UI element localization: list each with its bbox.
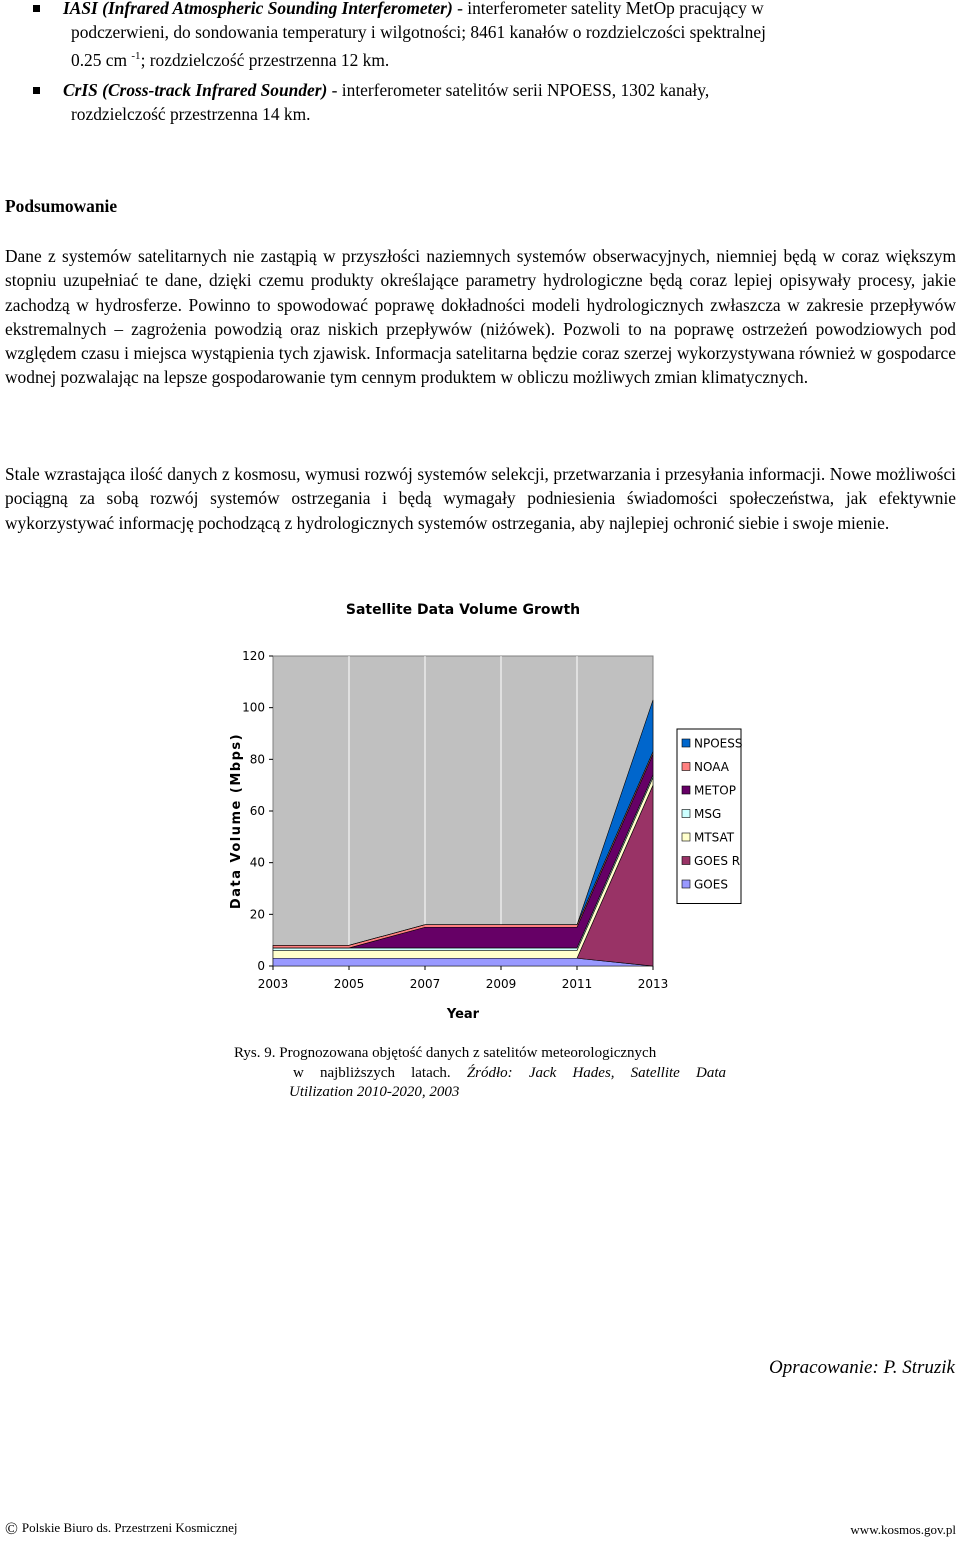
legend-label: NPOESS (694, 736, 743, 751)
footer-url[interactable]: www.kosmos.gov.pl (850, 1522, 956, 1537)
x-tick-label: 2007 (409, 977, 441, 991)
legend-swatch (682, 786, 690, 794)
y-tick-label: 120 (242, 649, 265, 663)
bullet-text: - interferometer satelity MetOp pracujący w (452, 0, 764, 18)
x-tick-label: 2011 (561, 977, 593, 991)
section-title: Podsumowanie (5, 196, 118, 216)
bullet-iasi (0, 0, 960, 72)
figure-caption (234, 1044, 726, 1103)
bullet-line: 0.25 cm (71, 49, 128, 70)
x-tick-label: 2013 (637, 977, 669, 991)
x-tick-label: 2009 (485, 977, 517, 991)
legend-swatch (682, 763, 690, 771)
footer-org: Polskie Biuro ds. Przestrzeni Kosmicznej (21, 1520, 238, 1535)
caption-text: w najbliższych latach. (293, 1064, 467, 1081)
y-tick-label: 0 (257, 959, 265, 973)
legend-swatch (682, 880, 690, 888)
bullet-text: rozdzielczość przestrzenna 14 km. (71, 103, 311, 124)
y-tick-label: 40 (249, 855, 265, 870)
x-tick-label: 2005 (333, 977, 365, 991)
bullet-text: - interferometer satelitów serii NPOESS, 1302 kanały, (327, 79, 710, 100)
bullet-text (63, 20, 956, 72)
caption-source: Utilization 2010-2020, 2003 (289, 1084, 460, 1100)
legend-label: MTSAT (694, 830, 735, 845)
caption-line (234, 1064, 726, 1084)
bullet-list (0, 0, 960, 126)
x-axis-label: Year (446, 1007, 480, 1022)
y-tick-label: 100 (242, 700, 265, 715)
footer-left (5, 1519, 237, 1539)
bullet-marker-icon (33, 87, 40, 94)
legend-label: MSG (694, 807, 722, 821)
bullet-term: IASI (Infrared Atmospheric Sounding Interferometer) (63, 0, 453, 18)
caption-source: Źródło: Jack Hades, Satellite Data (466, 1064, 726, 1081)
legend-swatch (682, 810, 690, 818)
y-axis-label: Data Volume (Mbps) (229, 732, 244, 910)
y-tick-label: 20 (249, 907, 265, 922)
y-tick-label: 80 (249, 752, 265, 767)
caption-line: Rys. 9. Prognozowana objętość danych z satelitów meteorologicznych (234, 1045, 657, 1061)
paragraph: Stale wzrastająca ilość danych z kosmosu, wymusi rozwój systemów selekcji, przetwarzania i przesyłania informacji. Nowe możliwości pociągną za sobą rozwój systemów ostrzegania i będą wymagały podniesienia świadomości społeczeństwa, jak efektywnie wykorzystywać informację pochodzącą z hydrologicznych systemów ostrzegania, aby najlepiej ochronić siebie i swoje mienie. (5, 464, 956, 533)
superscript: -1 (131, 50, 141, 62)
copyright-icon: © (5, 1519, 18, 1538)
x-tick-label: 2003 (257, 977, 289, 991)
bullet-cris (0, 78, 960, 126)
y-tick-label: 60 (249, 804, 265, 818)
chart-title: Satellite Data Volume Growth (345, 602, 581, 618)
legend-swatch (682, 833, 690, 841)
caption-line (234, 1083, 726, 1103)
bullet-marker-icon (33, 5, 40, 12)
author-credit: Opracowanie: P. Struzik (769, 1357, 955, 1378)
legend-swatch (682, 857, 690, 865)
legend-swatch (682, 739, 690, 747)
legend-label: METOP (694, 783, 736, 798)
legend-label: GOES (694, 877, 728, 892)
legend-label: NOAA (694, 760, 729, 774)
bullet-term: CrIS (Cross-track Infrared Sounder) (63, 79, 328, 100)
bullet-line: podczerwieni, do sondowania temperatury i wilgotności; 8461 kanałów o rozdzielczości spektralnej (71, 22, 766, 42)
legend-label: GOES R (694, 854, 741, 868)
bullet-line: ; rozdzielczość przestrzenna 12 km. (140, 49, 390, 70)
paragraph: Dane z systemów satelitarnych nie zastąpią w przyszłości naziemnych systemów obserwacyjnych, niemniej będą w coraz większym stopniu uzupełniać te dane, dzięki czemu produkty określające parametry hydrologiczne będą coraz lepiej opisywały procesy, jakie zachodzą w hydrosferze. Powinno to spowodować poprawę dokładności modeli hydrologicznych zwłaszcza w zakresie przepływów ekstremalnych – zagrożenia powodzią oraz niskich przepływów (niżówek). Pozwoli to na poprawę ostrzeżeń powodziowych pod względem czasu i miejsca wystąpienia tych zjawisk. Informacja satelitarna będzie coraz szerzej wykorzystywana również w gospodarce wodnej pozwalając na lepsze gospodarowanie tym cennym produktem w obliczu możliwych zmian klimatycznych. (5, 246, 956, 388)
satellite-data-chart (220, 592, 760, 1032)
